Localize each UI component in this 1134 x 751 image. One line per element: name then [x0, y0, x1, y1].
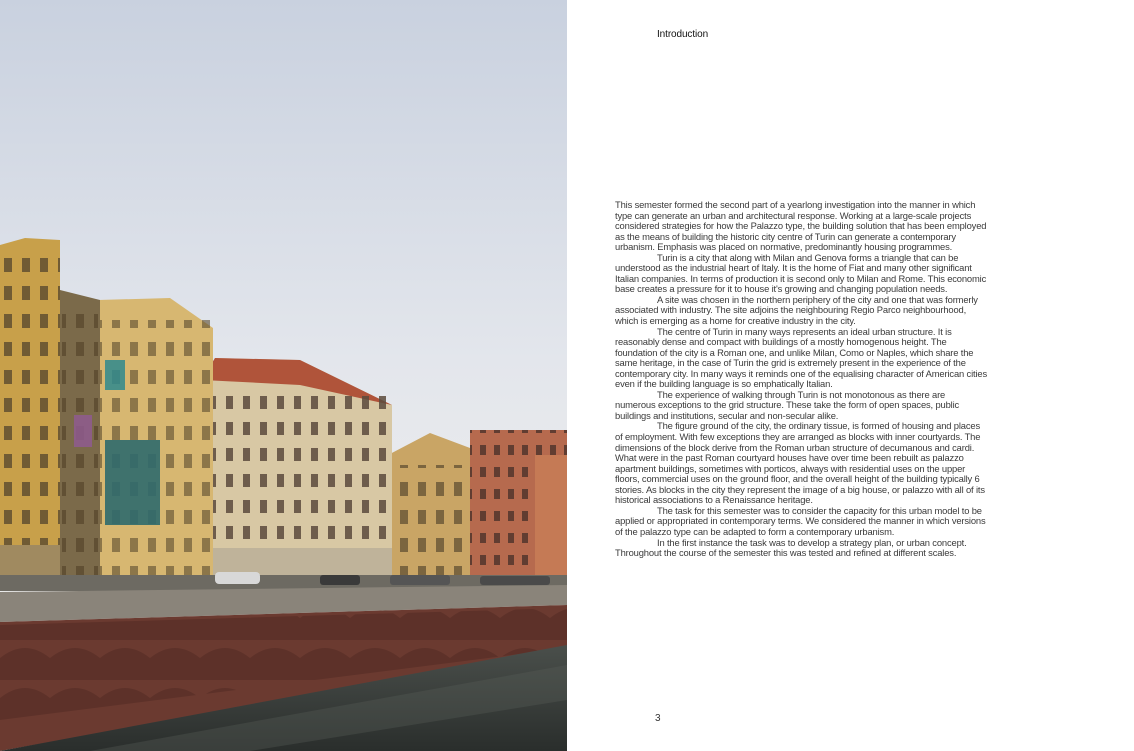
paragraph: A site was chosen in the northern periphery of the city and one that was formerly associated with industry. The site adjoins the neighbouring Regio Parco neighbourhood, which is emerging as a home for creative industry in the city. — [615, 293, 978, 327]
page-number: 3 — [655, 713, 661, 724]
paragraph: The figure ground of the city, the ordinary tissue, is formed of housing and places of employment. With few exceptions they are arranged as blocks with inner courtyards. The dimensions of the block derive from the Roman urban structure of decumanous and cardi. What were in the past Roman courtyard houses have over time been rebuilt as palazzo apartment buildings, sometimes with porticos, always with residential uses on the upper floors, commercial uses on the ground floor, and the overall height of the building typically 6 stories. As blocks in the city they represent the image of a big house, or palazzo with all of its historical associations to a Renaissance heritage. — [615, 420, 985, 506]
body-text — [615, 200, 987, 559]
page-heading: Introduction — [657, 29, 709, 40]
text-page — [567, 0, 1134, 751]
paragraph: The experience of walking through Turin is not monotonous as there are numerous exceptions to the grid structure. These take the form of open spaces, public buildings and institutions, secular and non-secular alike. — [615, 388, 960, 421]
paragraph: The centre of Turin in many ways represents an ideal urban structure. It is reasonably dense and compact with buildings of a mostly homogenous height. The foundation of the city is a Roman one, and unlike Milan, Como or Naples, which share the same heritage, in the case of Turin the grid is extremely present in the experience of the contemporary city. In many ways it reminds one of the equalising character of American cities even if the building language is so emphatically Italian. — [615, 325, 987, 390]
paragraph: The task for this semester was to consider the capacity for this urban model to be applied or appropriated in contemporary terms. We considered the manner in which versions of the palazzo type can be adapted to form a contemporary urbanism. — [615, 504, 986, 537]
paragraph: Turin is a city that along with Milan and Genova forms a triangle that can be understood as the industrial heart of Italy. It is the home of Fiat and many other significant Italian companies. In terms of production it is second only to Milan and Rome. This economic base creates a pressure for it to house it's growing and changing population needs. — [615, 251, 987, 295]
paragraph: In the first instance the task was to develop a strategy plan, or urban concept. Throughout the course of the semester this was tested and refined at different scales. — [615, 536, 967, 559]
paragraph: This semester formed the second part of a yearlong investigation into the manner in which type can generate an urban and architectural response. Working at a large-scale projects considered strategies for how the Palazzo type, the building solution that has been employed as the means of building the historic city centre of Turin can generate a contemporary urbanism. Emphasis was placed on normative, predominantly housing programmes. — [615, 199, 987, 253]
